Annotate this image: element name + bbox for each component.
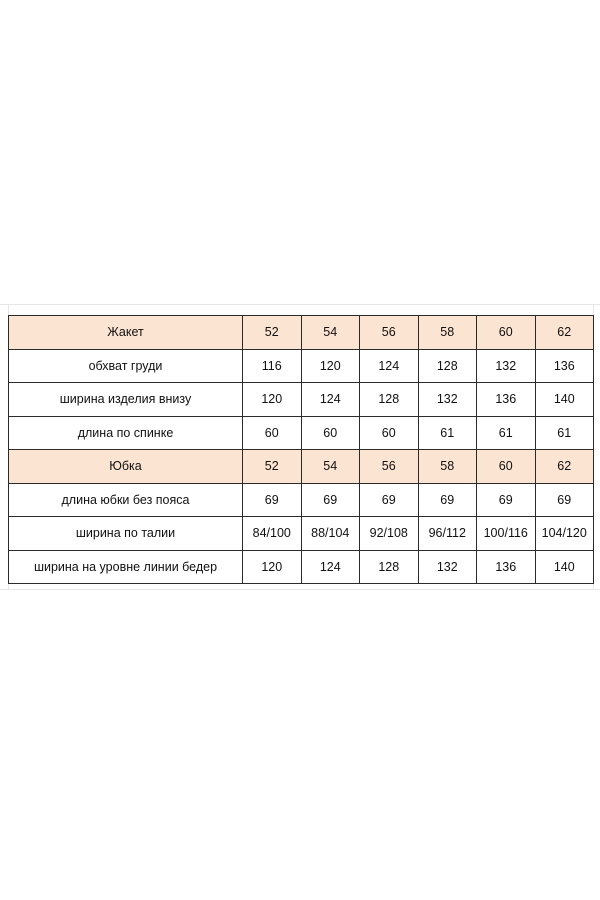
size-cell: 62	[535, 316, 594, 350]
value-cell: 104/120	[535, 517, 594, 551]
value-cell: 60	[360, 416, 419, 450]
value-cell: 132	[477, 349, 536, 383]
sheet-gridline	[0, 589, 600, 590]
size-cell: 58	[418, 450, 477, 484]
value-cell: 69	[477, 483, 536, 517]
table-row	[9, 383, 594, 417]
value-cell: 69	[418, 483, 477, 517]
value-cell: 88/104	[301, 517, 360, 551]
table-row	[9, 550, 594, 584]
value-cell: 60	[301, 416, 360, 450]
value-cell: 69	[243, 483, 302, 517]
table-row	[9, 416, 594, 450]
value-cell: 96/112	[418, 517, 477, 551]
value-cell: 84/100	[243, 517, 302, 551]
value-cell: 69	[360, 483, 419, 517]
table-row	[9, 483, 594, 517]
value-cell: 120	[243, 383, 302, 417]
value-cell: 69	[535, 483, 594, 517]
value-cell: 92/108	[360, 517, 419, 551]
value-cell: 140	[535, 383, 594, 417]
row-label: обхват груди	[9, 349, 243, 383]
row-label: ширина на уровне линии бедер	[9, 550, 243, 584]
value-cell: 128	[360, 383, 419, 417]
size-cell: 58	[418, 316, 477, 350]
jacket-header-row	[9, 316, 594, 350]
sheet-gridline	[0, 304, 600, 305]
value-cell: 60	[243, 416, 302, 450]
row-label: ширина по талии	[9, 517, 243, 551]
value-cell: 132	[418, 550, 477, 584]
value-cell: 136	[477, 550, 536, 584]
size-cell: 60	[477, 450, 536, 484]
size-cell: 62	[535, 450, 594, 484]
spreadsheet-area	[0, 304, 600, 590]
value-cell: 128	[360, 550, 419, 584]
size-cell: 56	[360, 316, 419, 350]
value-cell: 136	[535, 349, 594, 383]
value-cell: 120	[243, 550, 302, 584]
skirt-header-label: Юбка	[9, 450, 243, 484]
size-cell: 56	[360, 450, 419, 484]
skirt-header-row	[9, 450, 594, 484]
size-chart-table	[8, 315, 594, 584]
table-row	[9, 517, 594, 551]
jacket-header-label: Жакет	[9, 316, 243, 350]
value-cell: 124	[360, 349, 419, 383]
value-cell: 69	[301, 483, 360, 517]
size-cell: 54	[301, 316, 360, 350]
row-label: длина по спинке	[9, 416, 243, 450]
value-cell: 100/116	[477, 517, 536, 551]
row-label: длина юбки без пояса	[9, 483, 243, 517]
value-cell: 116	[243, 349, 302, 383]
value-cell: 120	[301, 349, 360, 383]
value-cell: 136	[477, 383, 536, 417]
value-cell: 128	[418, 349, 477, 383]
row-label: ширина изделия внизу	[9, 383, 243, 417]
value-cell: 124	[301, 550, 360, 584]
value-cell: 61	[418, 416, 477, 450]
size-cell: 52	[243, 316, 302, 350]
table-row	[9, 349, 594, 383]
value-cell: 61	[535, 416, 594, 450]
value-cell: 61	[477, 416, 536, 450]
size-cell: 54	[301, 450, 360, 484]
value-cell: 132	[418, 383, 477, 417]
size-cell: 52	[243, 450, 302, 484]
value-cell: 124	[301, 383, 360, 417]
size-cell: 60	[477, 316, 536, 350]
value-cell: 140	[535, 550, 594, 584]
